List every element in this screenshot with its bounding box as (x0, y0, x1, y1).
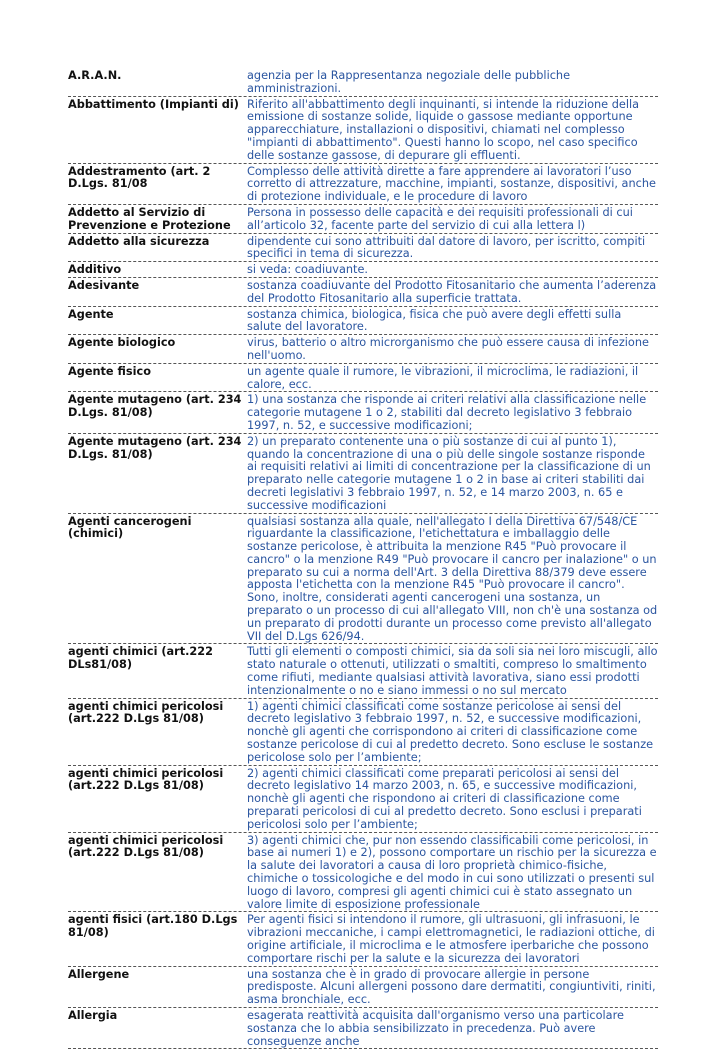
entry-term: agenti fisici (art.180 D.Lgs 81/08) (68, 913, 238, 940)
entry-definition: sostanza chimica, biologica, fisica che può avere degli effetti sulla salute del lavoratore. (247, 307, 622, 334)
entry-definition: Riferito all'abbattimento degli inquinanti, si intende la riduzione della emissione di sostanze solide, liquide o gassose mediante opportune apparecchiature, installazioni o dispositivi, chiamati nel complesso "impianti di abbattimento". Questi hanno lo scopo, nel caso specifico delle sostanze gassose, di depurare gli effluenti. (247, 97, 640, 162)
entry-definition: qualsiasi sostanza alla quale, nell'allegato I della Direttiva 67/548/CE riguardante la classificazione, l'etichettatura e imballaggio delle sostanze pericolose, è attribuita la menzione R45 "Può provocare il cancro" o la menzione R49 "Può provocare il cancro per inalazione" o un preparato su cui a norma dell'Art. 3 della Direttiva 88/379 deve essere apposta l'etichetta con la menzione R45 "Può provocare il cancro". Sono, inoltre, considerati agenti cancerogeni una sostanza, un preparato o un processo di cui all'allegato VIII, non ch'è una sostanza od un preparato di prodotti durante un processo come previsto all'allegato VII del D.Lgs 626/94. (247, 514, 658, 643)
glossary-entry (68, 234, 658, 263)
entry-definition: 2) un preparato contenente una o più sostanze di cui al punto 1), quando la concentrazione di una o più delle singole sostanze risponde ai requisiti relativi ai limiti di concentrazione per la classificazione di un preparato nelle categorie mutagene 1 o 2 in base ai criteri stabiliti dai decreti legislativi 3 febbraio 1997, n. 52, e 14 marzo 2003, n. 65 e successive modificazioni (247, 434, 651, 512)
entry-definition: esagerata reattività acquisita dall'organismo verso una particolare sostanza che lo abbia sensibilizzato in precedenza. Può avere conseguenze anche (247, 1008, 624, 1048)
entry-term: Agente mutageno (art. 234 D.Lgs. 81/08) (68, 434, 242, 461)
entry-term: Additivo (68, 263, 122, 277)
entry-definition: si veda: coadiuvante. (247, 263, 368, 277)
entry-definition: 2) agenti chimici classificati come preparati pericolosi ai sensi del decreto legislativo 14 marzo 2003, n. 65, e successive modificazioni, nonchè gli agenti che rispondono ai criteri di classificazione come preparati pericolosi di cui al predetto decreto. Sono esclusi i preparati pericolosi solo per l’ambiente; (247, 766, 642, 831)
entry-term: A.R.A.N. (68, 69, 122, 82)
entry-definition: virus, batterio o altro microrganismo che può essere causa di infezione nell'uomo. (247, 336, 649, 362)
entry-term: Addetto al Servizio di Prevenzione e Protezione (68, 205, 231, 232)
entry-definition: Per agenti fisici si intendono il rumore, gli ultrasuoni, gli infrasuoni, le vibrazioni meccaniche, i campi elettromagnetici, le radiazioni ottiche, di origine artificiale, il microclima e le atmosfere iperbariche che possono comportare rischi per la salute e la sicurezza dei lavoratori (247, 913, 655, 965)
entry-definition: sostanza coadiuvante del Prodotto Fitosanitario che aumenta l’aderenza del Prodotto Fitosanitario alla superficie trattata. (247, 278, 657, 305)
entry-term: Agenti cancerogeni (chimici) (68, 514, 192, 541)
glossary-entry (68, 1008, 658, 1049)
glossary-entry (68, 97, 658, 164)
entry-term: Agente (68, 307, 114, 321)
glossary-entry (68, 364, 658, 393)
entry-term: Agente mutageno (art. 234 D.Lgs. 81/08) (68, 393, 242, 420)
glossary-entry (68, 912, 658, 966)
entry-definition: 1) una sostanza che risponde ai criteri relativi alla classificazione nelle categorie mutagene 1 o 2, stabiliti dal decreto legislativo 3 febbraio 1997, n. 52, e successive modificazioni; (247, 393, 647, 432)
entry-definition: una sostanza che è in grado di provocare allergie in persone predisposte. Alcuni allergeni possono dare dermatiti, congiuntiviti, riniti, asma bronchiale, ecc. (247, 967, 656, 1007)
entry-term: agenti chimici pericolosi (art.222 D.Lgs 81/08) (68, 766, 224, 793)
entry-definition: dipendente cui sono attribuiti dal datore di lavoro, per iscritto, compiti specifici in tema di sicurezza. (247, 234, 646, 261)
glossary-entry (68, 434, 658, 514)
entry-term: agenti chimici (art.222 DLs81/08) (68, 645, 214, 672)
entry-term: Allergene (68, 967, 130, 981)
glossary-entry (68, 514, 658, 645)
glossary-entry (68, 833, 658, 913)
glossary-entry (68, 644, 658, 698)
entry-term: Addestramento (art. 2 D.Lgs. 81/08 (68, 164, 211, 191)
entry-definition: Tutti gli elementi o composti chimici, sia da soli sia nei loro miscugli, allo stato naturale o ottenuti, utilizzati o smaltiti, compreso lo smaltimento come rifiuti, mediante qualsiasi attività lavorativa, siano essi prodotti intenzionalmente o no e siano immessi o no sul mercato (247, 645, 658, 697)
entry-term: Addetto alla sicurezza (68, 234, 210, 248)
glossary-entry (68, 164, 658, 205)
glossary-entry (68, 766, 658, 833)
entry-definition: 3) agenti chimici che, pur non essendo classificabili come pericolosi, in base ai numeri 1) e 2), possono comportare un rischio per la sicurezza e la salute dei lavoratori a causa di loro proprietà chimico-fisiche, chimiche o tossicologiche e del modo in cui sono utilizzati o presenti sul luogo di lavoro, compresi gli agenti chimici cui è stato assegnato un valore limite di esposizione professionale (247, 833, 657, 911)
entry-definition: 1) agenti chimici classificati come sostanze pericolose ai sensi del decreto legislativo 3 febbraio 1997, n. 52, e successive modificazioni, nonchè gli agenti che corrispondono ai criteri di classificazione come sostanze pericolose di cui al predetto decreto. Sono escluse le sostanze pericolose solo per l’ambiente; (247, 699, 654, 764)
glossary-entry (68, 205, 658, 234)
glossary-entry (68, 699, 658, 766)
glossary-table (68, 68, 658, 1049)
glossary-entry (68, 392, 658, 433)
entry-term: Agente fisico (68, 364, 151, 378)
glossary-entry (68, 335, 658, 364)
glossary-entry (68, 307, 658, 336)
glossary-entry (68, 967, 658, 1008)
entry-definition: Persona in possesso delle capacità e dei requisiti professionali di cui all’articolo 32, facente parte del servizio di cui alla lettera l) (247, 205, 633, 232)
entry-definition: agenzia per la Rappresentanza negoziale delle pubbliche amministrazioni. (247, 69, 571, 95)
entry-term: agenti chimici pericolosi (art.222 D.Lgs 81/08) (68, 699, 224, 726)
glossary-entry (68, 262, 658, 278)
entry-term: Abbattimento (Impianti di) (68, 97, 239, 111)
entry-term: Agente biologico (68, 336, 176, 350)
entry-term: agenti chimici pericolosi (art.222 D.Lgs 81/08) (68, 833, 224, 860)
entry-definition: un agente quale il rumore, le vibrazioni, il microclima, le radiazioni, il calore, ecc. (247, 364, 639, 391)
entry-definition: Complesso delle attività dirette a fare apprendere ai lavoratori l’uso corretto di attrezzature, macchine, impianti, sostanze, dispositivi, anche di protezione individuale, e le procedure di lavoro (247, 164, 656, 204)
glossary-entry (68, 278, 658, 307)
entry-term: Allergia (68, 1008, 118, 1022)
entry-term: Adesivante (68, 278, 140, 292)
glossary-entry (68, 68, 658, 97)
